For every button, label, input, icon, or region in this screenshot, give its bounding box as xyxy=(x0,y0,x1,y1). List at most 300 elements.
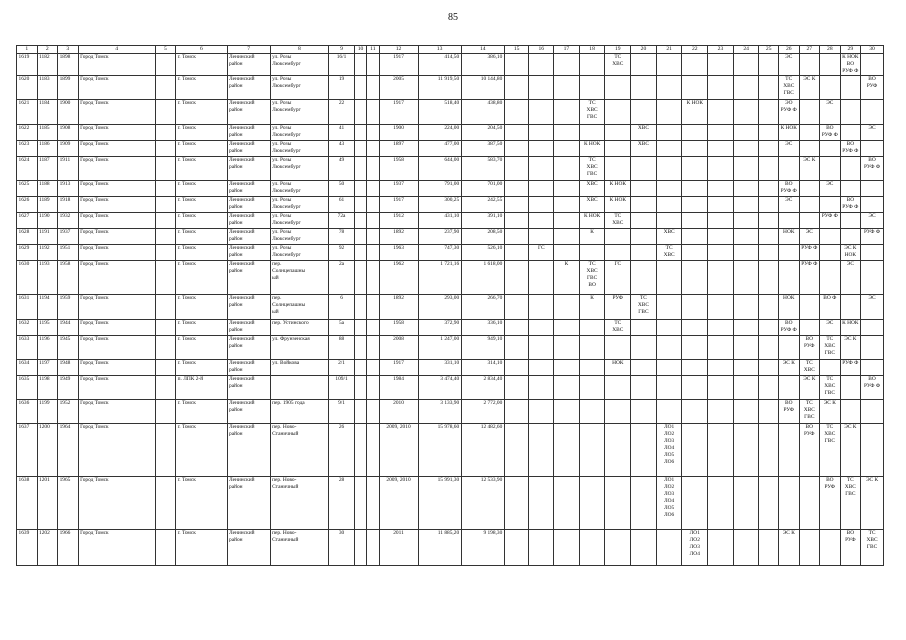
table-cell xyxy=(840,157,861,181)
table-cell xyxy=(759,477,779,530)
table-cell: ЭС xyxy=(778,141,799,157)
table-cell: г. Томск xyxy=(176,141,227,157)
table-cell xyxy=(354,125,366,141)
table-cell: 2 772,00 xyxy=(461,400,504,424)
table-cell xyxy=(554,100,580,125)
table-cell xyxy=(820,76,841,100)
table-cell: Ленинский район xyxy=(227,376,270,400)
table-cell xyxy=(708,141,734,157)
table-cell: ул. Розы Люксембург xyxy=(270,181,329,197)
table-cell: К НОК xyxy=(605,181,631,197)
table-cell: 1909 xyxy=(58,141,79,157)
table-cell: 1892 xyxy=(379,229,418,245)
table-cell xyxy=(155,197,176,213)
table-cell xyxy=(504,376,529,400)
table-cell: г. Томск xyxy=(176,125,227,141)
table-row xyxy=(17,157,884,181)
table-cell xyxy=(733,141,759,157)
table-cell: ТС ХВС xyxy=(605,213,631,229)
table-cell: 1958 xyxy=(58,261,79,295)
table-cell xyxy=(820,530,841,566)
table-cell xyxy=(605,376,631,400)
table-cell: Ленинский район xyxy=(227,157,270,181)
table-cell: 1196 xyxy=(37,336,58,360)
table-cell xyxy=(554,295,580,320)
table-cell: 1195 xyxy=(37,320,58,336)
table-cell: ВО РУФ xyxy=(840,530,861,566)
table-cell: 1187 xyxy=(37,157,58,181)
table-cell: К xyxy=(579,229,605,245)
table-cell xyxy=(759,320,779,336)
table-cell: 1900 xyxy=(379,125,418,141)
table-cell xyxy=(354,360,366,376)
table-cell: 1182 xyxy=(37,54,58,76)
table-cell: 1965 xyxy=(58,477,79,530)
table-cell xyxy=(733,295,759,320)
table-cell: 78 xyxy=(329,229,355,245)
table-cell xyxy=(354,141,366,157)
table-cell: 1913 xyxy=(58,181,79,197)
table-cell xyxy=(799,100,820,125)
table-cell: пер. Ново- Станичный xyxy=(270,530,329,566)
table-cell: ВО РУФ Ф xyxy=(820,125,841,141)
table-cell xyxy=(759,54,779,76)
table-cell xyxy=(733,245,759,261)
table-cell: 3 474,40 xyxy=(418,376,461,400)
table-cell xyxy=(554,181,580,197)
table-cell xyxy=(367,360,379,376)
table-cell: ул. Войкова xyxy=(270,360,329,376)
table-cell xyxy=(708,424,734,477)
table-cell: ВО РУФ Ф xyxy=(840,141,861,157)
table-cell: 477,00 xyxy=(418,141,461,157)
table-cell xyxy=(733,100,759,125)
table-cell: 300,25 xyxy=(418,197,461,213)
table-cell: Ленинский район xyxy=(227,100,270,125)
table-row xyxy=(17,424,884,477)
table-cell xyxy=(759,400,779,424)
table-cell: ул. Розы Люксембург xyxy=(270,54,329,76)
table-cell: ТС ХВС ГВС xyxy=(579,100,605,125)
table-cell xyxy=(579,530,605,566)
column-header: 22 xyxy=(682,46,708,54)
table-cell: ВО РУФ xyxy=(861,76,884,100)
table-cell: ул. Розы Люксембург xyxy=(270,229,329,245)
table-cell: 1945 xyxy=(58,336,79,360)
table-cell: ТС ХВС ГВС xyxy=(799,400,820,424)
table-cell: 1621 xyxy=(17,100,38,125)
table-cell: Ленинский район xyxy=(227,125,270,141)
table-cell xyxy=(367,54,379,76)
table-cell xyxy=(155,100,176,125)
table-cell: 224,00 xyxy=(418,125,461,141)
table-cell: 1636 xyxy=(17,400,38,424)
table-cell xyxy=(631,213,657,229)
table-cell xyxy=(861,100,884,125)
table-cell: 1917 xyxy=(379,360,418,376)
table-cell: 19 xyxy=(329,76,355,100)
table-cell: РУФ xyxy=(605,295,631,320)
table-cell xyxy=(631,424,657,477)
table-cell: Ленинский район xyxy=(227,229,270,245)
table-cell xyxy=(656,400,682,424)
table-cell xyxy=(820,54,841,76)
table-cell xyxy=(504,125,529,141)
table-cell xyxy=(605,424,631,477)
table-cell: 1918 xyxy=(58,197,79,213)
table-cell: 1937 xyxy=(379,181,418,197)
table-cell: ХВС xyxy=(579,181,605,197)
table-cell: Город Томск xyxy=(78,76,155,100)
table-cell xyxy=(840,181,861,197)
table-cell xyxy=(529,376,554,400)
table-cell: 2/1 xyxy=(329,360,355,376)
table-cell: 1191 xyxy=(37,229,58,245)
table-cell xyxy=(733,229,759,245)
table-cell: Город Томск xyxy=(78,530,155,566)
table-cell xyxy=(504,295,529,320)
table-cell: ГС xyxy=(529,245,554,261)
table-cell xyxy=(367,197,379,213)
table-cell: 414,50 xyxy=(418,54,461,76)
table-cell: 1 618,00 xyxy=(461,261,504,295)
table-cell xyxy=(605,141,631,157)
table-cell xyxy=(759,295,779,320)
table-cell: 1620 xyxy=(17,76,38,100)
table-cell xyxy=(554,320,580,336)
table-cell: 1633 xyxy=(17,336,38,360)
table-cell xyxy=(656,181,682,197)
table-row xyxy=(17,141,884,157)
table-cell xyxy=(759,336,779,360)
table-cell: Город Томск xyxy=(78,245,155,261)
table-cell: 15 991,30 xyxy=(418,477,461,530)
table-cell xyxy=(820,360,841,376)
table-cell: ХВС xyxy=(579,197,605,213)
column-header: 27 xyxy=(799,46,820,54)
table-cell xyxy=(733,54,759,76)
table-cell xyxy=(155,181,176,197)
table-cell xyxy=(682,141,708,157)
table-cell: 15 978,60 xyxy=(418,424,461,477)
table-cell xyxy=(656,336,682,360)
table-cell: Город Томск xyxy=(78,320,155,336)
table-cell: 1635 xyxy=(17,376,38,400)
table-cell: ул. Фрунзенская xyxy=(270,336,329,360)
table-cell: 2009, 2010 xyxy=(379,477,418,530)
table-cell: 644,00 xyxy=(418,157,461,181)
table-cell xyxy=(682,320,708,336)
table-cell xyxy=(631,261,657,295)
table-cell: 747,30 xyxy=(418,245,461,261)
table-cell: 1638 xyxy=(17,477,38,530)
table-cell: К НОК xyxy=(682,100,708,125)
table-cell xyxy=(759,157,779,181)
table-cell: 30 xyxy=(329,530,355,566)
table-cell xyxy=(733,125,759,141)
table-cell xyxy=(708,320,734,336)
table-cell xyxy=(554,54,580,76)
table-cell xyxy=(605,477,631,530)
table-cell: 1197 xyxy=(37,360,58,376)
table-cell xyxy=(354,336,366,360)
table-cell xyxy=(554,213,580,229)
table-cell xyxy=(579,424,605,477)
table-cell xyxy=(504,360,529,376)
table-cell xyxy=(554,229,580,245)
table-cell: 92 xyxy=(329,245,355,261)
table-cell xyxy=(354,477,366,530)
table-cell: г. Томск xyxy=(176,530,227,566)
table-cell xyxy=(155,245,176,261)
table-cell xyxy=(367,400,379,424)
table-cell xyxy=(708,76,734,100)
table-cell: ЛО1 ЛО2 ЛО3 ЛО4 xyxy=(682,530,708,566)
table-cell: 237,90 xyxy=(418,229,461,245)
table-cell: ЭС xyxy=(778,54,799,76)
table-cell xyxy=(840,125,861,141)
table-cell xyxy=(529,213,554,229)
table-cell xyxy=(799,125,820,141)
table-cell xyxy=(820,157,841,181)
table-cell: г. Томск xyxy=(176,261,227,295)
table-cell xyxy=(861,141,884,157)
table-cell: ВО РУФ Ф xyxy=(840,197,861,213)
table-cell: ВО РУФ xyxy=(799,336,820,360)
table-cell: 9/1 xyxy=(329,400,355,424)
table-cell xyxy=(554,157,580,181)
table-cell: 1630 xyxy=(17,261,38,295)
table-cell: пер. Ново- Станичный xyxy=(270,424,329,477)
column-header: 11 xyxy=(367,46,379,54)
table-cell xyxy=(820,197,841,213)
table-cell: 1949 xyxy=(58,376,79,400)
table-cell: ул. Розы Люксембург xyxy=(270,141,329,157)
table-cell xyxy=(155,360,176,376)
table-cell: ТС ХВС xyxy=(605,54,631,76)
table-cell: 10 144,80 xyxy=(461,76,504,100)
table-cell xyxy=(354,424,366,477)
table-cell: 266,70 xyxy=(461,295,504,320)
table-cell: 791,00 xyxy=(418,181,461,197)
table-cell: ул. Розы Люксембург xyxy=(270,76,329,100)
table-cell xyxy=(529,530,554,566)
table-cell xyxy=(631,229,657,245)
table-cell xyxy=(605,245,631,261)
table-cell xyxy=(155,530,176,566)
table-cell xyxy=(656,376,682,400)
table-row xyxy=(17,336,884,360)
table-cell xyxy=(605,100,631,125)
table-cell xyxy=(733,530,759,566)
table-cell: ЭС xyxy=(840,261,861,295)
table-cell: ВО Ф xyxy=(820,295,841,320)
table-cell: ЭС xyxy=(861,125,884,141)
table-cell xyxy=(682,213,708,229)
table-cell: 2008 xyxy=(379,336,418,360)
table-cell xyxy=(656,360,682,376)
table-cell xyxy=(367,261,379,295)
table-cell xyxy=(778,157,799,181)
table-cell xyxy=(799,530,820,566)
table-cell xyxy=(861,336,884,360)
table-cell: РУФ Ф xyxy=(840,360,861,376)
table-cell xyxy=(367,336,379,360)
table-cell xyxy=(554,477,580,530)
table-cell xyxy=(682,245,708,261)
table-cell xyxy=(354,229,366,245)
column-header: 8 xyxy=(270,46,329,54)
column-header: 5 xyxy=(155,46,176,54)
table-cell xyxy=(861,424,884,477)
column-header: 1 xyxy=(17,46,38,54)
table-cell: 1899 xyxy=(58,76,79,100)
table-cell xyxy=(155,229,176,245)
table-cell xyxy=(708,100,734,125)
table-cell xyxy=(504,76,529,100)
table-cell xyxy=(367,181,379,197)
table-cell xyxy=(367,320,379,336)
table-cell xyxy=(656,295,682,320)
column-header: 12 xyxy=(379,46,418,54)
table-cell: 1932 xyxy=(58,213,79,229)
table-cell xyxy=(155,424,176,477)
column-header: 6 xyxy=(176,46,227,54)
table-cell xyxy=(799,197,820,213)
table-cell: ТС ХВС ГВС ВО xyxy=(579,261,605,295)
table-cell: 1948 xyxy=(58,360,79,376)
table-cell: 1911 xyxy=(58,157,79,181)
column-header: 25 xyxy=(759,46,779,54)
table-cell xyxy=(840,76,861,100)
table-cell xyxy=(554,530,580,566)
table-cell xyxy=(840,295,861,320)
table-cell: ЭС xyxy=(861,295,884,320)
table-cell xyxy=(529,336,554,360)
column-header: 24 xyxy=(733,46,759,54)
table-cell xyxy=(504,213,529,229)
table-cell xyxy=(605,530,631,566)
table-cell: 50 xyxy=(329,181,355,197)
table-cell xyxy=(708,295,734,320)
table-cell: 1624 xyxy=(17,157,38,181)
table-cell xyxy=(799,213,820,229)
table-cell: 293,00 xyxy=(418,295,461,320)
table-cell: 1944 xyxy=(58,320,79,336)
table-cell: 1202 xyxy=(37,530,58,566)
table-cell: 1184 xyxy=(37,100,58,125)
table-cell xyxy=(504,400,529,424)
table-cell xyxy=(367,530,379,566)
table-cell: г. Томск xyxy=(176,336,227,360)
table-cell xyxy=(504,530,529,566)
table-cell: ЭС К xyxy=(820,400,841,424)
table-cell xyxy=(529,181,554,197)
table-cell: Город Томск xyxy=(78,54,155,76)
table-cell: 204,50 xyxy=(461,125,504,141)
table-cell xyxy=(155,141,176,157)
table-cell: 526,10 xyxy=(461,245,504,261)
table-cell: ТС ХВС ГВС xyxy=(631,295,657,320)
table-cell: 2005 xyxy=(379,76,418,100)
table-cell xyxy=(354,530,366,566)
table-cell: Ленинский район xyxy=(227,424,270,477)
table-cell xyxy=(708,54,734,76)
table-cell: 1897 xyxy=(379,141,418,157)
table-cell xyxy=(504,197,529,213)
table-cell xyxy=(504,245,529,261)
column-header: 3 xyxy=(58,46,79,54)
table-cell: 372,90 xyxy=(418,320,461,336)
table-cell xyxy=(155,157,176,181)
table-cell xyxy=(605,76,631,100)
table-cell: ТС ХВС ГВС xyxy=(861,530,884,566)
table-cell: 109/1 xyxy=(329,376,355,400)
table-cell xyxy=(778,424,799,477)
column-number-row xyxy=(17,46,884,54)
table-cell xyxy=(656,213,682,229)
table-cell xyxy=(759,376,779,400)
table-row xyxy=(17,376,884,400)
table-cell xyxy=(529,157,554,181)
table-row xyxy=(17,360,884,376)
table-cell: Ленинский район xyxy=(227,54,270,76)
table-cell: 2 834,40 xyxy=(461,376,504,400)
table-cell xyxy=(708,125,734,141)
table-cell: 22 xyxy=(329,100,355,125)
table-cell: ЭС К xyxy=(840,336,861,360)
table-cell xyxy=(529,400,554,424)
table-cell xyxy=(708,229,734,245)
table-cell xyxy=(861,181,884,197)
table-cell xyxy=(579,245,605,261)
table-cell: 242,55 xyxy=(461,197,504,213)
table-cell: Город Томск xyxy=(78,400,155,424)
table-cell: 1623 xyxy=(17,141,38,157)
table-cell: 12 533,90 xyxy=(461,477,504,530)
table-cell: ЛО1 ЛО2 ЛО3 ЛО4 ЛО5 ЛО6 xyxy=(656,477,682,530)
table-cell xyxy=(861,261,884,295)
table-cell xyxy=(367,295,379,320)
table-cell xyxy=(155,336,176,360)
table-cell: 1952 xyxy=(58,400,79,424)
table-cell: К НОК xyxy=(840,320,861,336)
table-cell: 1964 xyxy=(58,424,79,477)
table-cell: 2010 xyxy=(379,400,418,424)
table-cell: 1189 xyxy=(37,197,58,213)
table-cell xyxy=(778,261,799,295)
table-cell xyxy=(605,336,631,360)
table-cell: 1912 xyxy=(379,213,418,229)
table-cell xyxy=(367,157,379,181)
table-cell xyxy=(529,54,554,76)
table-cell xyxy=(861,320,884,336)
table-cell: Город Томск xyxy=(78,336,155,360)
table-cell xyxy=(708,530,734,566)
column-header: 2 xyxy=(37,46,58,54)
table-cell xyxy=(367,213,379,229)
column-header: 7 xyxy=(227,46,270,54)
table-cell xyxy=(682,477,708,530)
column-header: 20 xyxy=(631,46,657,54)
table-cell xyxy=(840,376,861,400)
table-cell xyxy=(799,181,820,197)
table-cell: г. Томск xyxy=(176,320,227,336)
table-cell: 1201 xyxy=(37,477,58,530)
table-cell: 331,10 xyxy=(418,360,461,376)
table-row xyxy=(17,295,884,320)
table-cell: ТС ХВС xyxy=(656,245,682,261)
